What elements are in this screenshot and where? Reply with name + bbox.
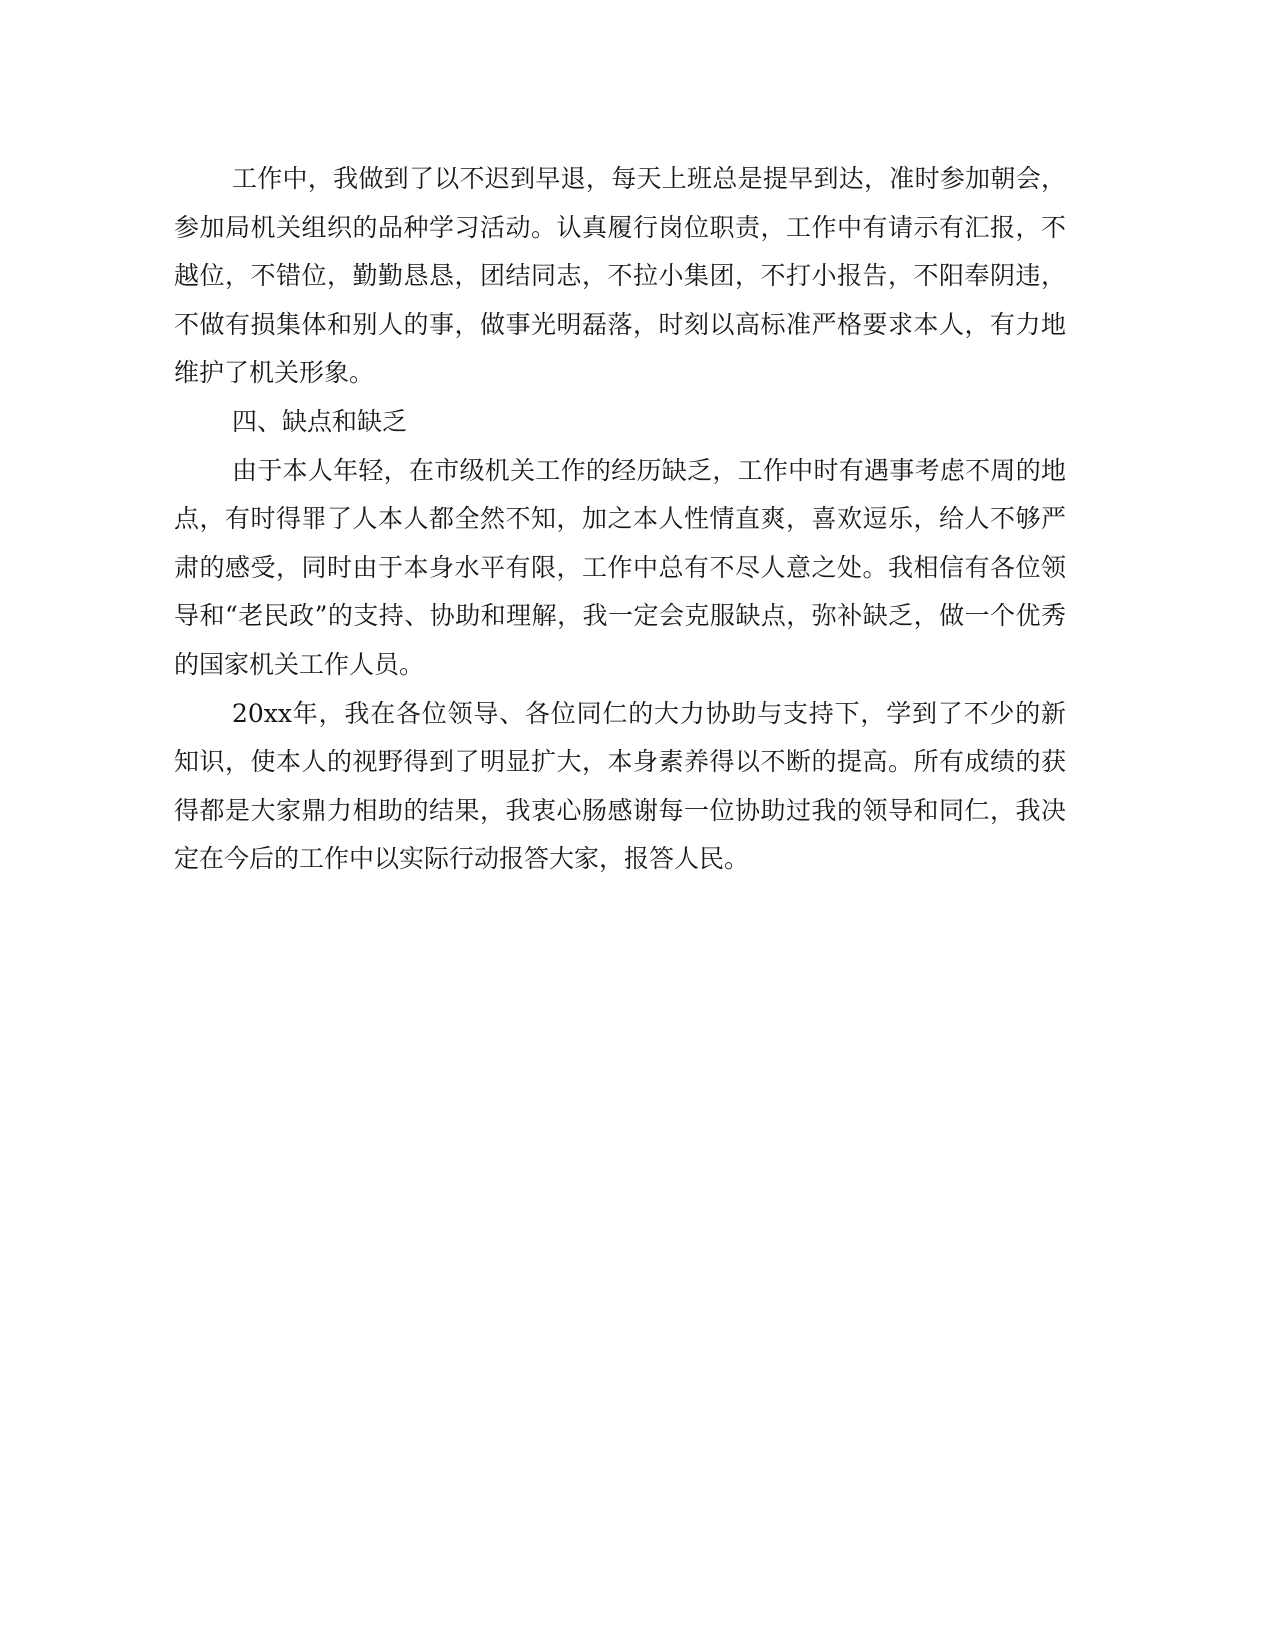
section-heading-shortcomings: 四、缺点和缺乏 (232, 406, 408, 436)
paragraph-closing-thanks: 20xx年，我在各位领导、各位同仁的大力协助与支持下，学到了不少的新知识，使本人的视野得到了明显扩大，本身素养得以不断的提高。所有成绩的获得都是大家鼎力相助的结果，我衷心肠感谢每一位协助过我的领导和同仁，我决定在今后的工作中以实际行动报答大家，报答人民。 (174, 698, 1066, 874)
document-text-block (174, 155, 1066, 884)
paragraph-shortcomings-detail: 由于本人年轻，在市级机关工作的经历缺乏，工作中时有遇事考虑不周的地点，有时得罪了人本人都全然不知，加之本人性情直爽，喜欢逗乐，给人不够严肃的感受，同时由于本身水平有限，工作中总有不尽人意之处。我相信有各位领导和“老民政”的支持、协助和理解，我一定会克服缺点，弥补缺乏，做一个优秀的国家机关工作人员。 (174, 455, 1066, 679)
paragraph-work-conduct: 工作中，我做到了以不迟到早退，每天上班总是提早到达，准时参加朝会，参加局机关组织的品种学习活动。认真履行岗位职责，工作中有请示有汇报，不越位，不错位，勤勤恳恳，团结同志，不拉小集团，不打小报告，不阳奉阴违，不做有损集体和别人的事，做事光明磊落，时刻以高标准严格要求本人，有力地维护了机关形象。 (174, 164, 1066, 388)
